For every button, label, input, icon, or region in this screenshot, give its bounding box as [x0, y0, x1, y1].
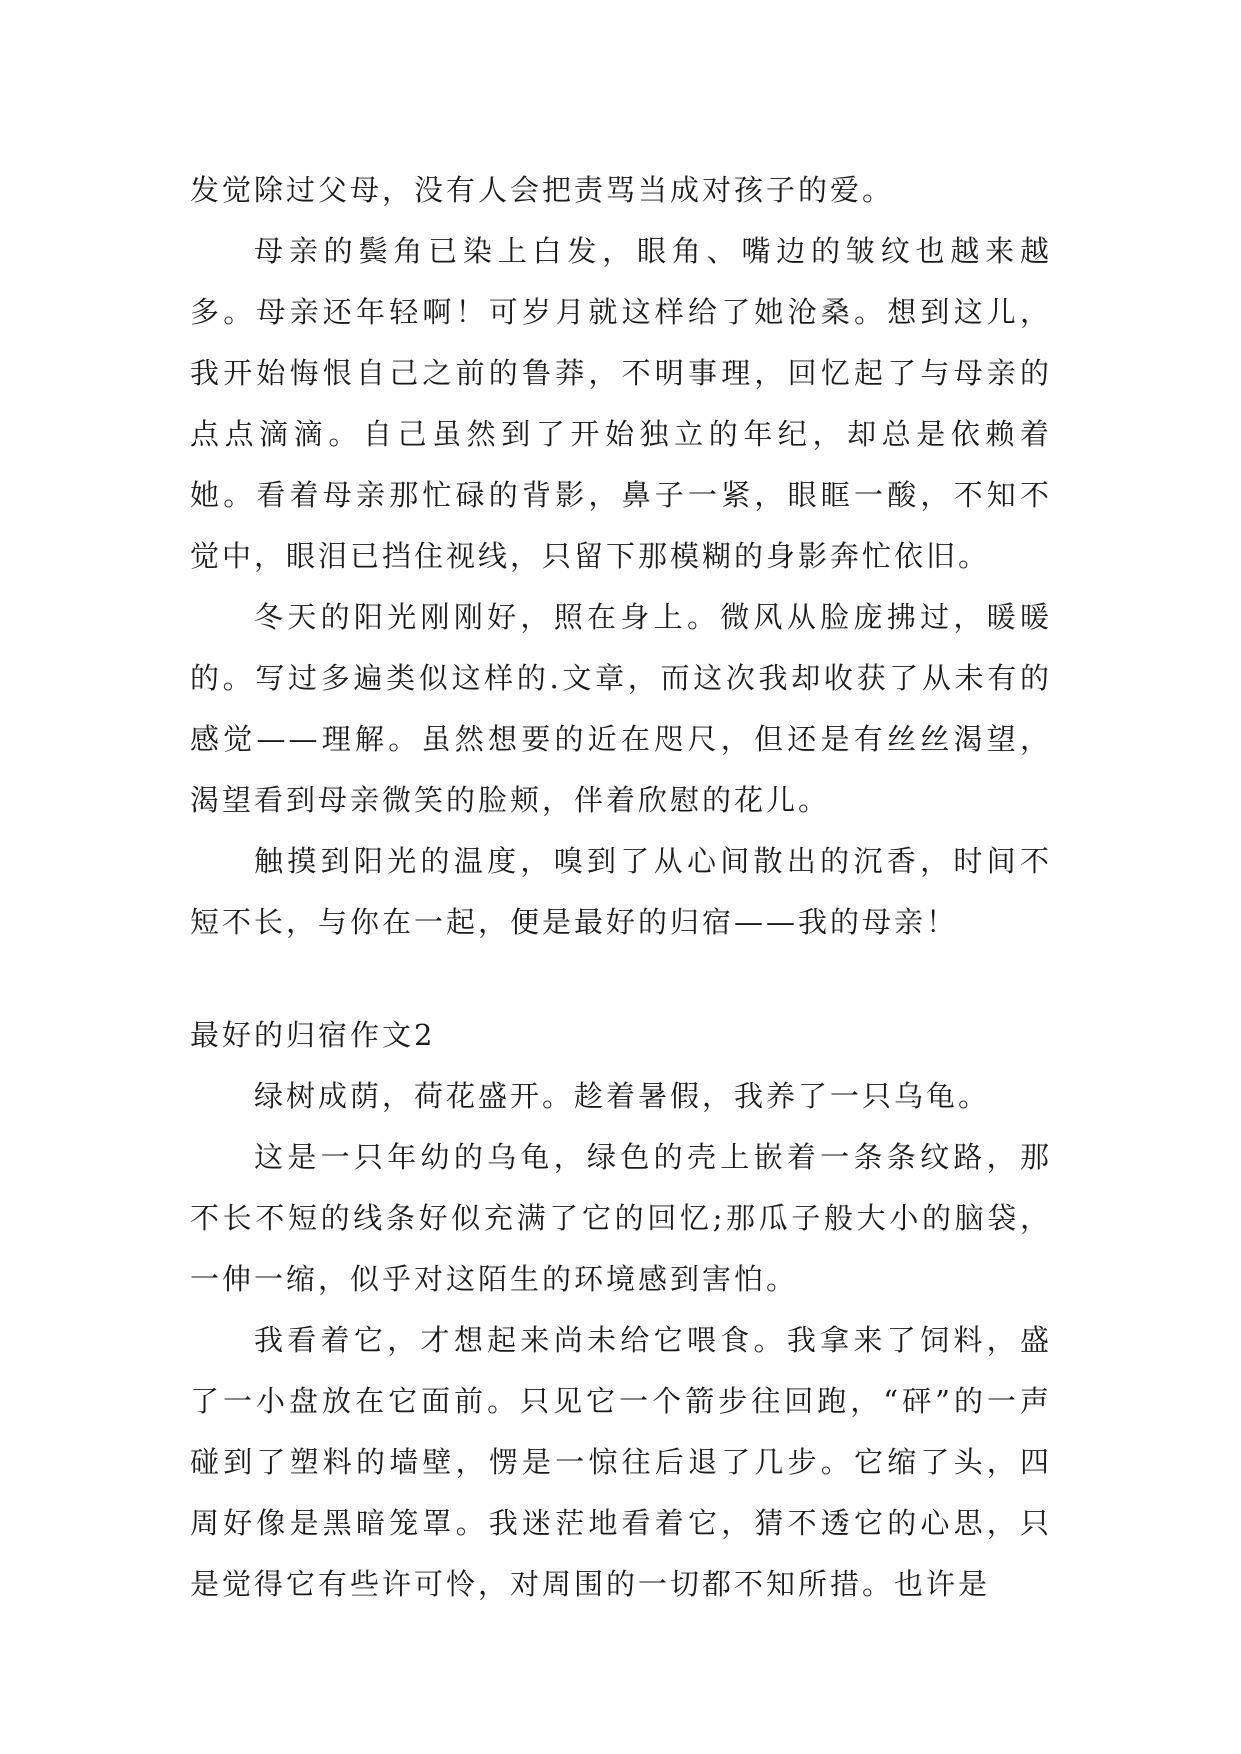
- paragraph: 绿树成荫，荷花盛开。趁着暑假，我养了一只乌龟。: [254, 1079, 991, 1113]
- paragraph: 发觉除过父母，没有人会把责骂当成对孩子的爱。: [190, 173, 895, 207]
- paragraph: 冬天的阳光刚刚好，照在身上。微风从脸庞拂过，暖暖的。写过多遍类似这样的.文章，而这次我却收获了从未有的感觉——理解。虽然想要的近在咫尺，但还是有丝丝渴望，渴望看到母亲微笑的脸颊，伴着欣慰的花儿。: [190, 600, 1052, 817]
- paragraph: 母亲的鬓角已染上白发，眼角、嘴边的皱纹也越来越多。母亲还年轻啊！可岁月就这样给了她沧桑。想到这儿，我开始悔恨自己之前的鲁莽，不明事理，回忆起了与母亲的点点滴滴。自己虽然到了开始独立的年纪，却总是依赖着她。看着母亲那忙碌的背影，鼻子一紧，眼眶一酸，不知不觉中，眼泪已挡住视线，只留下那模糊的身影奔忙依旧。: [190, 234, 1052, 573]
- paragraph: 触摸到阳光的温度，嗅到了从心间散出的沉香，时间不短不长，与你在一起，便是最好的归宿——我的母亲！: [190, 844, 1052, 939]
- paragraph: 我看着它，才想起来尚未给它喂食。我拿来了饲料，盛了一小盘放在它面前。只见它一个箭步往回跑，“砰”的一声碰到了塑料的墙壁，愣是一惊往后退了几步。它缩了头，四周好像是黑暗笼罩。我迷茫地看着它，猜不透它的心思，只是觉得它有些许可怜，对周围的一切都不知所措。也许是: [190, 1323, 1052, 1601]
- paragraph: 这是一只年幼的乌龟，绿色的壳上嵌着一条条纹路，那不长不短的线条好似充满了它的回忆;那瓜子般大小的脑袋，一伸一缩，似乎对这陌生的环境感到害怕。: [190, 1140, 1052, 1296]
- section-heading: 最好的归宿作文2: [190, 1018, 436, 1052]
- document-body: [190, 160, 1052, 1615]
